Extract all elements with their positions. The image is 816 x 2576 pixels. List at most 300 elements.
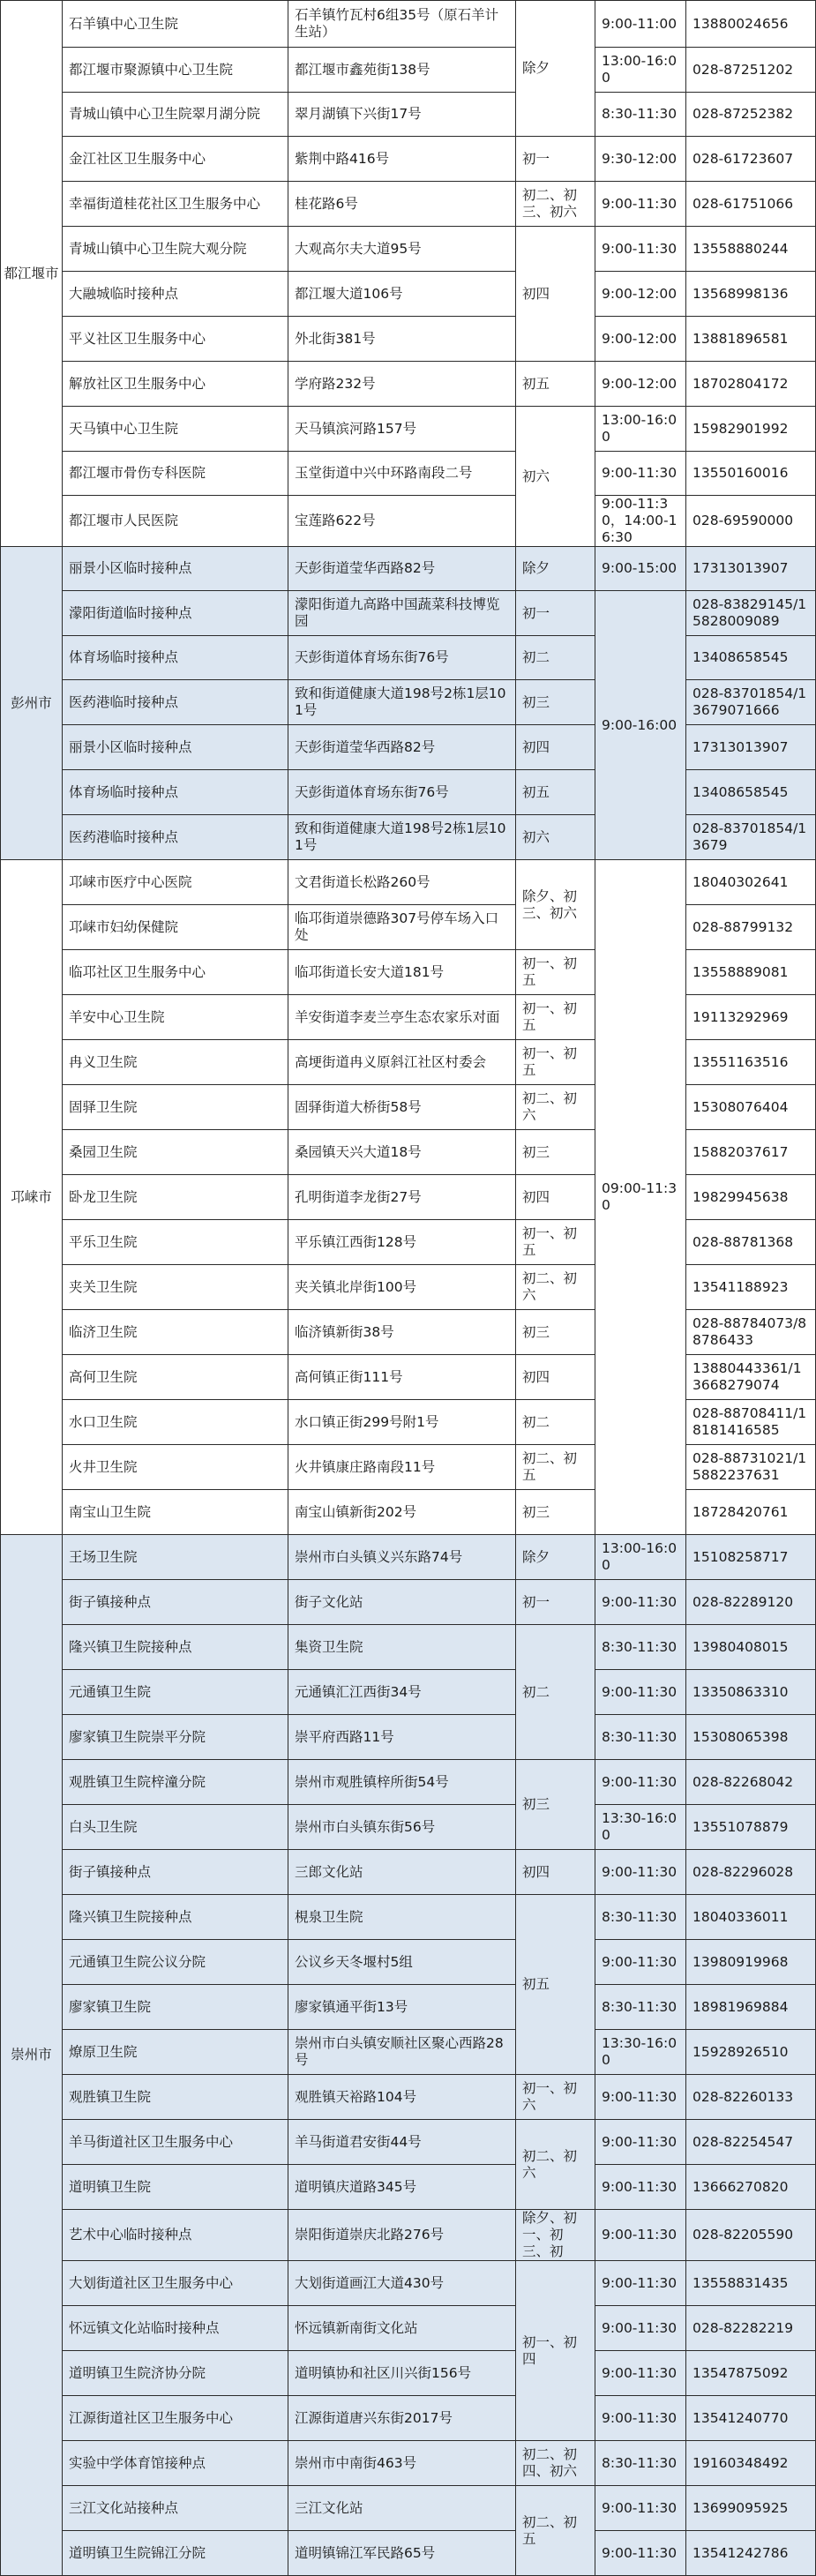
site-name-cell: 青城山镇中心卫生院翠月湖分院 [63,93,288,137]
table-row [1,1535,816,1580]
address-cell: 火井镇康庄路南段11号 [288,1445,516,1490]
phone-cell: 028-61723607 [686,137,816,182]
table-row [1,995,816,1040]
phone-cell: 18040302641 [686,860,816,905]
address-cell: 三江文化站 [288,2486,516,2531]
site-name-cell: 天马镇中心卫生院 [63,407,288,452]
site-name-cell: 丽景小区临时接种点 [63,547,288,591]
phone-cell: 028-87251202 [686,48,816,93]
service-time-cell: 9:00-11:30 [595,452,686,496]
region-cell: 都江堰市 [1,1,63,547]
site-name-cell: 隆兴镇卫生院接种点 [63,1625,288,1670]
service-time-cell: 9:00-11:30 [595,2396,686,2441]
address-cell: 高埂街道冉义原斜江社区村委会 [288,1040,516,1085]
address-cell: 天马镇滨河路157号 [288,407,516,452]
table-row [1,182,816,227]
address-cell: 学府路232号 [288,362,516,407]
phone-cell: 19113292969 [686,995,816,1040]
phone-cell: 028-82205590 [686,2210,816,2261]
phone-cell: 19829945638 [686,1175,816,1220]
address-cell: 濛阳街道九高路中国蔬菜科技博览园 [288,591,516,636]
phone-cell: 028-83701854/13679071666 [686,680,816,725]
phone-cell: 13541242786 [686,2531,816,2576]
service-time-cell: 13:30-16:00 [595,2030,686,2075]
phone-cell: 15882037617 [686,1130,816,1175]
service-day-cell: 初一、初五 [516,995,595,1040]
service-time-cell: 9:00-11:30 [595,2075,686,2120]
table-row [1,362,816,407]
phone-cell: 028-88781368 [686,1220,816,1265]
site-name-cell: 廖家镇卫生院崇平分院 [63,1715,288,1760]
table-row [1,1085,816,1130]
service-time-cell: 8:30-11:30 [595,2441,686,2486]
address-cell: 桑园镇天兴大道18号 [288,1130,516,1175]
region-cell: 崇州市 [1,1535,63,2576]
table-row [1,2531,816,2576]
phone-cell: 13880024656 [686,1,816,48]
phone-cell: 028-88799132 [686,905,816,950]
address-cell: 廖家镇通平街13号 [288,1985,516,2030]
service-day-cell: 初一、初五 [516,1220,595,1265]
table-row [1,636,816,680]
service-time-cell: 13:00-16:00 [595,407,686,452]
site-name-cell: 都江堰市骨伤专科医院 [63,452,288,496]
table-row [1,1895,816,1940]
phone-cell: 15928926510 [686,2030,816,2075]
service-time-cell: 8:30-11:30 [595,1985,686,2030]
site-name-cell: 体育场临时接种点 [63,636,288,680]
table-row [1,1940,816,1985]
table-row [1,905,816,950]
phone-cell: 15308065398 [686,1715,816,1760]
service-day-cell: 初一、初四 [516,2261,595,2441]
site-name-cell: 水口卫生院 [63,1400,288,1445]
table-row [1,1985,816,2030]
service-time-cell: 9:00-11:30 [595,2210,686,2261]
service-time-cell: 8:30-11:30 [595,1715,686,1760]
service-day-cell: 初五 [516,1895,595,2075]
phone-cell: 13980408015 [686,1625,816,1670]
address-cell: 天彭街道体育场东街76号 [288,636,516,680]
phone-cell: 18981969884 [686,1985,816,2030]
phone-cell: 13558880244 [686,227,816,272]
table-row [1,950,816,995]
service-time-cell: 9:00-11:30 [595,1580,686,1625]
table-row [1,1,816,48]
address-cell: 羊安街道李麦兰亭生态农家乐对面 [288,995,516,1040]
table-row [1,770,816,815]
service-day-cell: 初六 [516,407,595,547]
address-cell: 崇平府西路11号 [288,1715,516,1760]
site-name-cell: 王场卫生院 [63,1535,288,1580]
service-time-cell: 9:00-12:00 [595,272,686,317]
service-time-cell: 9:00-11:30 [595,1760,686,1805]
service-time-cell: 8:30-11:30 [595,1625,686,1670]
service-day-cell: 初二、初五 [516,2486,595,2576]
phone-cell: 028-61751066 [686,182,816,227]
site-name-cell: 都江堰市人民医院 [63,496,288,547]
service-time-cell: 9:00-11:30 [595,2120,686,2165]
site-name-cell: 丽景小区临时接种点 [63,725,288,770]
service-day-cell: 除夕、初一、初三、初 [516,2210,595,2261]
service-day-cell: 初三 [516,1490,595,1535]
table-body [1,1,816,2576]
service-day-cell: 初二、初三、初六 [516,182,595,227]
phone-cell: 13541188923 [686,1265,816,1310]
site-name-cell: 羊马街道社区卫生服务中心 [63,2120,288,2165]
phone-cell: 18702804172 [686,362,816,407]
site-name-cell: 临邛社区卫生服务中心 [63,950,288,995]
service-time-cell: 9:00-11:30 [595,227,686,272]
phone-cell: 13408658545 [686,636,816,680]
site-name-cell: 观胜镇卫生院梓潼分院 [63,1760,288,1805]
table-row [1,93,816,137]
table-row [1,1130,816,1175]
table-row [1,48,816,93]
table-row [1,2261,816,2306]
address-cell: 夹关镇北岸街100号 [288,1265,516,1310]
table-row [1,1760,816,1805]
address-cell: 南宝山镇新街202号 [288,1490,516,1535]
table-row [1,2210,816,2261]
phone-cell: 18040336011 [686,1895,816,1940]
address-cell: 崇州市中南街463号 [288,2441,516,2486]
address-cell: 梘泉卫生院 [288,1895,516,1940]
site-name-cell: 实验中学体育馆接种点 [63,2441,288,2486]
table-row [1,317,816,362]
service-time-cell: 9:00-11:30 [595,2261,686,2306]
phone-cell: 13551163516 [686,1040,816,1085]
site-name-cell: 火井卫生院 [63,1445,288,1490]
table-row [1,860,816,905]
address-cell: 玉堂街道中兴中环路南段二号 [288,452,516,496]
table-row [1,2165,816,2210]
table-row [1,2030,816,2075]
service-time-cell: 13:00-16:00 [595,48,686,93]
phone-cell: 028-82289120 [686,1580,816,1625]
service-time-cell: 8:30-11:30 [595,93,686,137]
table-row [1,1850,816,1895]
table-row [1,1400,816,1445]
site-name-cell: 道明镇卫生院锦江分院 [63,2531,288,2576]
site-name-cell: 大划街道社区卫生服务中心 [63,2261,288,2306]
table-row [1,1220,816,1265]
service-day-cell: 初二、初六 [516,1265,595,1310]
site-name-cell: 怀远镇文化站临时接种点 [63,2306,288,2351]
phone-cell: 028-87252382 [686,93,816,137]
service-day-cell: 初四 [516,725,595,770]
site-name-cell: 医药港临时接种点 [63,815,288,860]
service-day-cell: 初四 [516,1175,595,1220]
phone-cell: 17313013907 [686,725,816,770]
site-name-cell: 都江堰市聚源镇中心卫生院 [63,48,288,93]
service-day-cell: 除夕、初三、初六 [516,860,595,950]
table-row [1,1355,816,1400]
site-name-cell: 邛崃市妇幼保健院 [63,905,288,950]
service-time-cell: 9:00-11:30 [595,2306,686,2351]
table-row [1,1175,816,1220]
address-cell: 桂花路6号 [288,182,516,227]
service-time-cell: 9:00-12:00 [595,317,686,362]
site-name-cell: 道明镇卫生院 [63,2165,288,2210]
address-cell: 崇州市白头镇安顺社区聚心西路28号 [288,2030,516,2075]
table-row [1,1490,816,1535]
table-row [1,680,816,725]
address-cell: 元通镇汇江西街34号 [288,1670,516,1715]
site-name-cell: 邛崃市医疗中心医院 [63,860,288,905]
service-time-cell: 9:00-11:30 [595,1850,686,1895]
address-cell: 高何镇正街111号 [288,1355,516,1400]
service-day-cell: 初三 [516,1130,595,1175]
address-cell: 水口镇正街299号附1号 [288,1400,516,1445]
site-name-cell: 平义社区卫生服务中心 [63,317,288,362]
site-name-cell: 夹关卫生院 [63,1265,288,1310]
service-day-cell: 初二 [516,636,595,680]
table-row [1,547,816,591]
address-cell: 天彭街道体育场东街76号 [288,770,516,815]
address-cell: 怀远镇新南街文化站 [288,2306,516,2351]
site-name-cell: 街子镇接种点 [63,1580,288,1625]
phone-cell: 13550160016 [686,452,816,496]
service-day-cell: 初四 [516,1850,595,1895]
phone-cell: 13541240770 [686,2396,816,2441]
service-day-cell: 初四 [516,1355,595,1400]
service-time-cell: 13:00-16:00 [595,1535,686,1580]
phone-cell: 028-88784073/88786433 [686,1310,816,1355]
service-time-cell: 9:00-11:30 [595,2531,686,2576]
site-name-cell: 江源街道社区卫生服务中心 [63,2396,288,2441]
phone-cell: 13699095925 [686,2486,816,2531]
service-time-cell: 13:30-16:00 [595,1805,686,1850]
address-cell: 致和街道健康大道198号2栋1层101号 [288,680,516,725]
site-name-cell: 白头卫生院 [63,1805,288,1850]
address-cell: 石羊镇竹瓦村6组35号（原石羊计生站） [288,1,516,48]
phone-cell: 028-82254547 [686,2120,816,2165]
service-day-cell: 初一 [516,137,595,182]
service-day-cell: 初六 [516,815,595,860]
phone-cell: 18728420761 [686,1490,816,1535]
address-cell: 临邛街道崇德路307号停车场入口处 [288,905,516,950]
phone-cell: 028-83829145/15828009089 [686,591,816,636]
table-row [1,1670,816,1715]
table-row [1,1715,816,1760]
site-name-cell: 濛阳街道临时接种点 [63,591,288,636]
address-cell: 紫荆中路416号 [288,137,516,182]
address-cell: 江源街道唐兴东街2017号 [288,2396,516,2441]
phone-cell: 13350863310 [686,1670,816,1715]
table-row [1,137,816,182]
address-cell: 观胜镇天裕路104号 [288,2075,516,2120]
address-cell: 文君街道长松路260号 [288,860,516,905]
phone-cell: 13551078879 [686,1805,816,1850]
address-cell: 崇阳街道崇庆北路276号 [288,2210,516,2261]
site-name-cell: 隆兴镇卫生院接种点 [63,1895,288,1940]
region-cell: 邛崃市 [1,860,63,1535]
phone-cell: 13558831435 [686,2261,816,2306]
table-row [1,591,816,636]
site-name-cell: 高何卫生院 [63,1355,288,1400]
service-time-cell: 9:00-11:30 [595,2486,686,2531]
site-name-cell: 石羊镇中心卫生院 [63,1,288,48]
address-cell: 临济镇新街38号 [288,1310,516,1355]
site-name-cell: 幸福街道桂花社区卫生服务中心 [63,182,288,227]
site-name-cell: 燎原卫生院 [63,2030,288,2075]
address-cell: 天彭街道莹华西路82号 [288,725,516,770]
address-cell: 外北街381号 [288,317,516,362]
service-time-cell: 9:00-11:30，14:00-16:30 [595,496,686,547]
address-cell: 道明镇协和社区川兴街156号 [288,2351,516,2396]
service-time-cell: 9:00-12:00 [595,362,686,407]
table-row [1,1445,816,1490]
address-cell: 大观高尔夫大道95号 [288,227,516,272]
site-name-cell: 元通镇卫生院公议分院 [63,1940,288,1985]
phone-cell: 028-82282219 [686,2306,816,2351]
table-row [1,1805,816,1850]
site-name-cell: 固驿卫生院 [63,1085,288,1130]
service-day-cell: 初二 [516,1400,595,1445]
phone-cell: 15308076404 [686,1085,816,1130]
service-time-cell: 9:00-11:30 [595,2351,686,2396]
service-day-cell: 初一、初五 [516,1040,595,1085]
site-name-cell: 廖家镇卫生院 [63,1985,288,2030]
address-cell: 都江堰市鑫苑街138号 [288,48,516,93]
phone-cell: 028-88708411/18181416585 [686,1400,816,1445]
service-day-cell: 除夕 [516,1,595,137]
site-name-cell: 金江社区卫生服务中心 [63,137,288,182]
table-row [1,2075,816,2120]
service-day-cell: 初二 [516,1625,595,1760]
table-row [1,815,816,860]
phone-cell: 13558889081 [686,950,816,995]
service-day-cell: 初二、初五 [516,1445,595,1490]
service-time-cell: 9:00-11:00 [595,1,686,48]
site-name-cell: 大融城临时接种点 [63,272,288,317]
phone-cell: 13408658545 [686,770,816,815]
service-day-cell: 初一 [516,591,595,636]
phone-cell: 028-82268042 [686,1760,816,1805]
table-row [1,2396,816,2441]
service-day-cell: 初一 [516,1580,595,1625]
service-day-cell: 初三 [516,1760,595,1850]
service-time-cell: 9:00-11:30 [595,2165,686,2210]
table-row [1,725,816,770]
phone-cell: 19160348492 [686,2441,816,2486]
address-cell: 翠月湖镇下兴街17号 [288,93,516,137]
phone-cell: 13568998136 [686,272,816,317]
site-name-cell: 艺术中心临时接种点 [63,2210,288,2261]
address-cell: 宝莲路622号 [288,496,516,547]
site-name-cell: 桑园卫生院 [63,1130,288,1175]
site-name-cell: 南宝山卫生院 [63,1490,288,1535]
site-name-cell: 道明镇卫生院济协分院 [63,2351,288,2396]
site-name-cell: 解放社区卫生服务中心 [63,362,288,407]
site-name-cell: 三江文化站接种点 [63,2486,288,2531]
service-time-cell: 8:30-11:30 [595,1895,686,1940]
service-time-cell: 9:00-11:30 [595,1940,686,1985]
address-cell: 街子文化站 [288,1580,516,1625]
phone-cell: 15982901992 [686,407,816,452]
address-cell: 都江堰大道106号 [288,272,516,317]
service-day-cell: 初一、初五 [516,950,595,995]
service-time-cell: 09:00-11:30 [595,860,686,1535]
service-day-cell: 除夕 [516,1535,595,1580]
address-cell: 崇州市观胜镇梓所街54号 [288,1760,516,1805]
phone-cell: 13881896581 [686,317,816,362]
service-day-cell: 初五 [516,362,595,407]
site-name-cell: 元通镇卫生院 [63,1670,288,1715]
address-cell: 平乐镇江西街128号 [288,1220,516,1265]
address-cell: 道明镇庆道路345号 [288,2165,516,2210]
table-row [1,2351,816,2396]
service-day-cell: 初二、初四、初六 [516,2441,595,2486]
table-row [1,1265,816,1310]
phone-cell: 028-69590000 [686,496,816,547]
service-time-cell: 9:00-11:30 [595,182,686,227]
site-name-cell: 观胜镇卫生院 [63,2075,288,2120]
address-cell: 公议乡天冬堰村5组 [288,1940,516,1985]
service-day-cell: 除夕 [516,547,595,591]
site-name-cell: 冉义卫生院 [63,1040,288,1085]
service-time-cell: 9:00-11:30 [595,1670,686,1715]
table-row [1,2486,816,2531]
address-cell: 固驿街道大桥街58号 [288,1085,516,1130]
site-name-cell: 临济卫生院 [63,1310,288,1355]
service-day-cell: 初一、初六 [516,2075,595,2120]
table-row [1,496,816,547]
phone-cell: 13547875092 [686,2351,816,2396]
address-cell: 大划街道画江大道430号 [288,2261,516,2306]
table-row [1,272,816,317]
table-row [1,2441,816,2486]
table-row [1,1580,816,1625]
address-cell: 道明镇锦江军民路65号 [288,2531,516,2576]
phone-cell: 17313013907 [686,547,816,591]
address-cell: 临邛街道长安大道181号 [288,950,516,995]
address-cell: 崇州市白头镇义兴东路74号 [288,1535,516,1580]
address-cell: 羊马街道君安街44号 [288,2120,516,2165]
address-cell: 集资卫生院 [288,1625,516,1670]
site-name-cell: 卧龙卫生院 [63,1175,288,1220]
table-row [1,1625,816,1670]
service-day-cell: 初二、初六 [516,2120,595,2210]
service-time-cell: 9:00-16:00 [595,591,686,860]
site-name-cell: 体育场临时接种点 [63,770,288,815]
phone-cell: 13980919968 [686,1940,816,1985]
phone-cell: 15108258717 [686,1535,816,1580]
service-day-cell: 初二、初六 [516,1085,595,1130]
table-row [1,452,816,496]
service-time-cell: 9:30-12:00 [595,137,686,182]
phone-cell: 13666270820 [686,2165,816,2210]
address-cell: 孔明街道李龙街27号 [288,1175,516,1220]
site-name-cell: 平乐卫生院 [63,1220,288,1265]
region-cell: 彭州市 [1,547,63,860]
phone-cell: 13880443361/13668279074 [686,1355,816,1400]
address-cell: 天彭街道莹华西路82号 [288,547,516,591]
phone-cell: 028-83701854/13679 [686,815,816,860]
site-name-cell: 街子镇接种点 [63,1850,288,1895]
address-cell: 三郎文化站 [288,1850,516,1895]
phone-cell: 028-82296028 [686,1850,816,1895]
table-row [1,1310,816,1355]
table-row [1,227,816,272]
address-cell: 崇州市白头镇东街56号 [288,1805,516,1850]
table-row [1,2306,816,2351]
phone-cell: 028-82260133 [686,2075,816,2120]
service-day-cell: 初四 [516,227,595,362]
table-row [1,407,816,452]
site-name-cell: 羊安中心卫生院 [63,995,288,1040]
